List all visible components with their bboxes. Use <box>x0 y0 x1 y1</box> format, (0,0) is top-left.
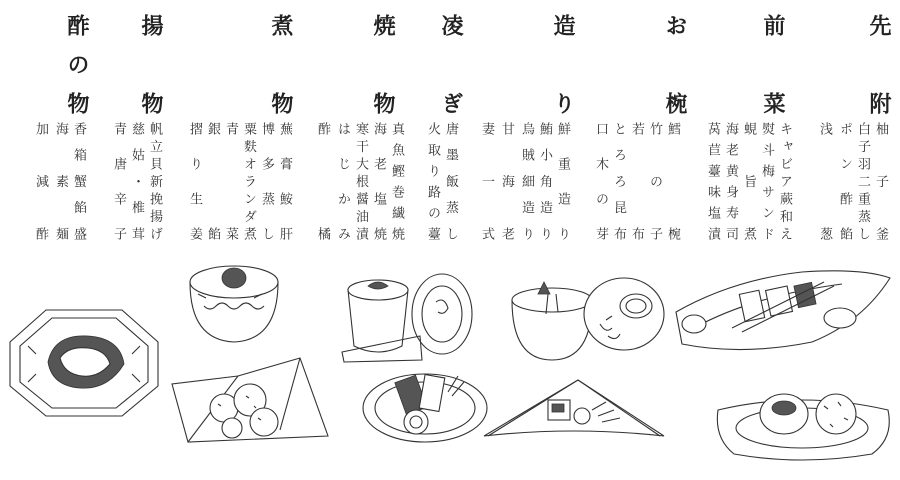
dish-item: 粟麩オランダ煮 <box>241 122 256 240</box>
owan-bowl-illustration <box>508 264 668 368</box>
agemono-tempura-illustration <box>168 352 338 448</box>
dish-item: 香箱蟹餡盛 <box>71 122 86 240</box>
course-heading-sakizuke: 先附 <box>866 14 892 114</box>
dish-item: 柚子釜 <box>873 122 888 240</box>
dish-item: 竹の子 <box>647 122 662 240</box>
dish-item: キャビア蕨和え <box>777 122 792 240</box>
course-heading-owan: お椀 <box>662 14 688 114</box>
dish-item: 唐墨飯蒸し <box>443 122 458 240</box>
dish-item: 銀餡 <box>205 122 220 240</box>
dish-item: 白子羽二重蒸し <box>855 122 870 240</box>
yakimono-plate-illustration <box>360 362 490 446</box>
dish-item: 蕪膏鮟肝 <box>277 122 292 240</box>
dish-item: ポン酢餡 <box>837 122 852 240</box>
dish-item: 妻一式 <box>479 122 494 240</box>
dish-item: 鮪小角造り <box>537 122 552 240</box>
course-heading-tsukuri: 造り <box>550 14 576 114</box>
dish-item: はじかみ <box>335 122 350 240</box>
dish-item: とろろ昆布 <box>611 122 626 240</box>
dish-item: 鱈椀 <box>665 122 680 240</box>
course-heading-agemono: 揚物 <box>138 14 164 114</box>
dish-item: 真魚鰹巻繊焼 <box>389 122 404 240</box>
dish-item: 海素麺 <box>53 122 68 240</box>
dish-item: 若布 <box>629 122 644 240</box>
dish-item: 蜆旨煮 <box>741 122 756 240</box>
sakizuke-yuzu-illustration <box>712 368 894 468</box>
dish-item: 海老塩焼 <box>371 122 386 240</box>
dish-item: 酢橘 <box>315 122 330 240</box>
nimono-bowl-illustration <box>184 254 284 348</box>
dish-item: 鮮重造り <box>555 122 570 240</box>
dish-item: 博多蒸し <box>259 122 274 240</box>
course-heading-yakimono: 焼物 <box>370 14 396 114</box>
zensai-platter-illustration <box>672 262 894 358</box>
tsukuri-fan-plate-illustration <box>482 376 668 444</box>
course-heading-sunomono: 酢の物 <box>64 14 90 114</box>
dish-item: 甘海老 <box>499 122 514 240</box>
dish-item: 莴苣薹味塩漬 <box>705 122 720 240</box>
dish-item: 口木の芽 <box>593 122 608 240</box>
sunomono-crab-dish-illustration <box>8 306 160 420</box>
dish-item: 寒干大根醤油漬 <box>353 122 368 240</box>
dish-item: 火取り路の薹 <box>425 122 440 240</box>
dish-item: 浅葱 <box>817 122 832 240</box>
dish-item: 青唐辛子 <box>111 122 126 240</box>
dish-item: 熨斗梅サンド <box>759 122 774 240</box>
course-heading-nimono: 煮物 <box>268 14 294 114</box>
dish-item: 烏賊細造り <box>519 122 534 240</box>
dish-item: 青菜 <box>223 122 238 240</box>
dish-item: 海老黄身寿司 <box>723 122 738 240</box>
dish-item: 加減酢 <box>33 122 48 240</box>
course-heading-shinogi: 凌ぎ <box>438 14 464 114</box>
dish-item: 帆立貝新挽揚げ <box>147 122 162 240</box>
course-heading-zensai: 前菜 <box>760 14 786 114</box>
dish-item: 摺り生姜 <box>187 122 202 240</box>
shinogi-lidded-bowl-illustration <box>338 262 478 366</box>
dish-item: 慈姑・椎茸 <box>129 122 144 240</box>
